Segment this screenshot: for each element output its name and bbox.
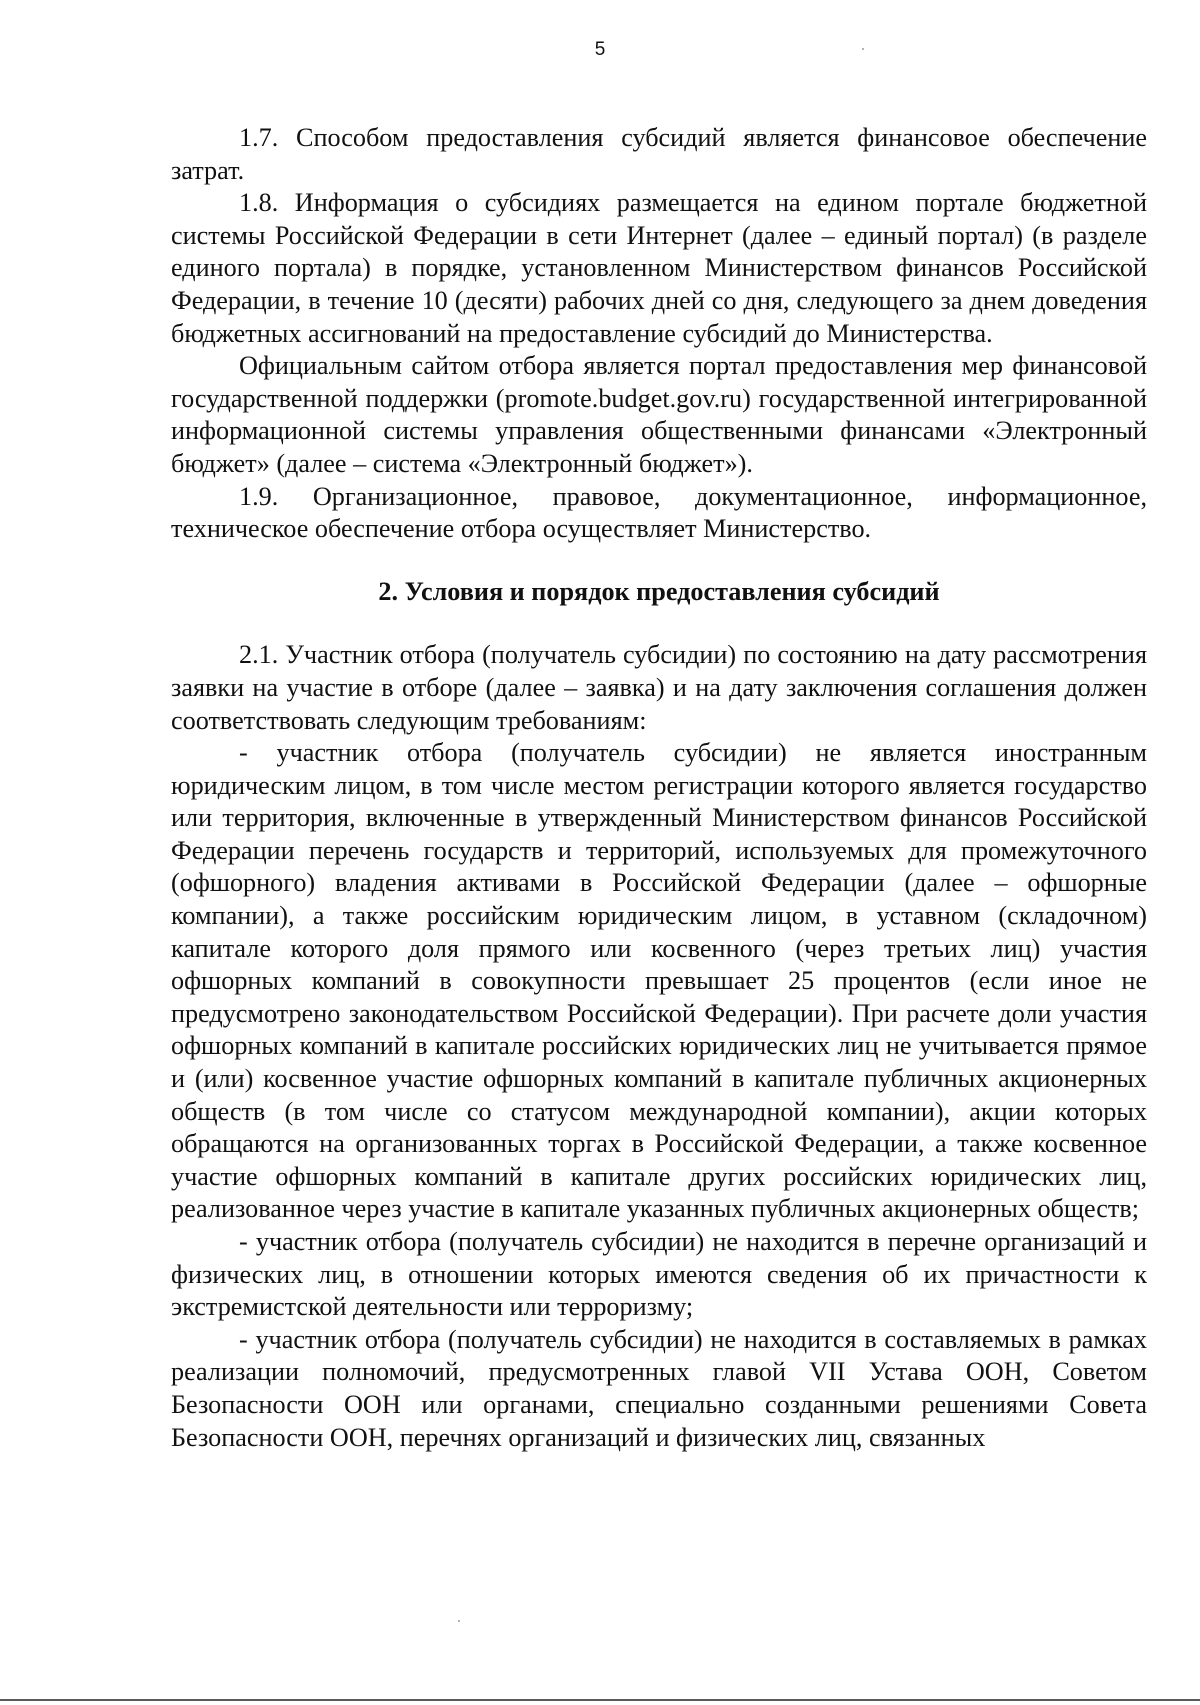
paragraph-1-7: 1.7. Способом предоставления субсидий является финансовое обеспечение затрат. [171,123,1147,185]
paragraph-2-1: 2.1. Участник отбора (получатель субсидии) по состоянию на дату рассмотрения заявки на участие в отборе (далее – заявка) и на дату заключения соглашения должен соответствовать следующим требованиям: [171,640,1147,735]
section-heading-2: 2. Условия и порядок предоставления субсидий [378,576,940,606]
page-number: 5 [594,39,606,60]
scan-speck [862,48,864,50]
scan-speck [458,1620,460,1622]
requirement-extremism: - участник отбора (получатель субсидии) не находится в перечне организаций и физических лиц, в отношении которых имеются сведения об их причастности к экстремистской деятельности или терроризму; [171,1227,1147,1322]
document-body [171,122,1147,1454]
paragraph-official-site: Официальным сайтом отбора является портал предоставления мер финансовой государственной поддержки (promote.budget.gov.ru) государственной интегрированной информационной системы управления общественными финансами «Электронный бюджет» (далее – система «Электронный бюджет»). [171,351,1147,478]
paragraph-1-8: 1.8. Информация о субсидиях размещается на едином портале бюджетной системы Российской Федерации в сети Интернет (далее – единый портал) (в разделе единого портала) в порядке, установленном Министерством финансов Российской Федерации, в течение 10 (десяти) рабочих дней со дня, следующего за днем доведения бюджетных ассигнований на предоставление субсидий до Министерства. [171,188,1147,348]
paragraph-1-9: 1.9. Организационное, правовое, документационное, информационное, техническое обеспечение отбора осуществляет Министерство. [171,481,1147,544]
requirement-offshore: - участник отбора (получатель субсидии) не является иностранным юридическим лицом, в том числе местом регистрации которого является государство или территория, включенные в утвержденный Министерством финансов Российской Федерации перечень государств и территорий, используемых для промежуточного (офшорного) владения активами в Российской Федерации (далее – офшорные компании), а также российским юридическим лицом, в уставном (складочном) капитале которого доля прямого или косвенного (через третьих лиц) участия офшорных компаний в совокупности превышает 25 процентов (если иное не предусмотрено законодательством Российской Федерации). При расчете доли участия офшорных компаний в капитале российских юридических лиц не учитывается прямое и (или) косвенное участие офшорных компаний в капитале публичных акционерных обществ (в том числе со статусом международной компании), акции которых обращаются на организованных торгах в Российской Федерации, а также косвенное участие офшорных компаний в капитале других российских юридических лиц, реализованное через участие в капитале указанных публичных акционерных обществ; [171,738,1147,1224]
requirement-un-sanctions: - участник отбора (получатель субсидии) не находится в составляемых в рамках реализации полномочий, предусмотренных главой VII Устава ООН, Советом Безопасности ООН или органами, специально созданными решениями Совета Безопасности ООН, перечнях организаций и физических лиц, связанных [171,1324,1147,1452]
scan-edge-line [0,1699,1200,1701]
